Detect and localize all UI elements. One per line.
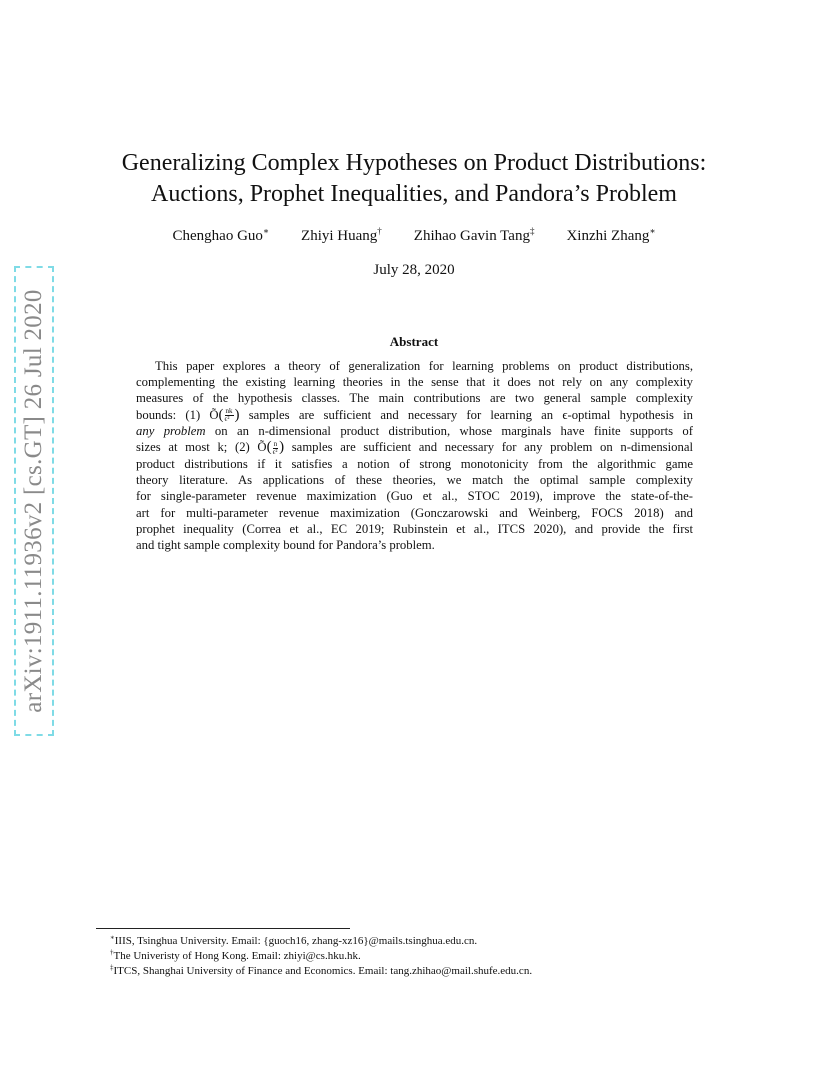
author-name: Xinzhi Zhang <box>566 228 650 244</box>
footnote-mark: ∗ <box>110 933 115 942</box>
author-mark: ‡ <box>529 226 535 236</box>
author <box>301 228 382 245</box>
footnotes <box>110 934 532 979</box>
footnote-text: IIIS, Tsinghua University. Email: {guoch16, zhang-xz16}@mails.tsinghua.edu.cn. <box>114 935 478 947</box>
footnote-text: The Univeristy of Hong Kong. Email: zhiyi@cs.hku.hk. <box>113 950 361 962</box>
footnote-mark: ‡ <box>110 963 114 972</box>
author-name: Zhihao Gavin Tang <box>413 228 530 244</box>
abstract-line <box>136 423 693 439</box>
publication-date: July 28, 2020 <box>373 262 455 278</box>
abstract-line: and tight sample complexity bound for Pandora’s problem. <box>136 537 435 552</box>
abstract-line: for single-parameter revenue maximization (Guo et al., STOC 2019), improve the state-of-the- <box>136 489 693 504</box>
author-mark: ∗ <box>262 226 270 236</box>
abstract-line: sizes at most k; (2) Õ( $\frac{n}{\text{ϵ²}}$ ) samples are sufficient and necessary for any problem on n-dimensional <box>136 439 693 456</box>
footnote <box>110 964 532 979</box>
abstract-line: theory literature. As applications of these theories, we match the optimal sample complexity <box>136 473 693 488</box>
author-mark: ∗ <box>649 226 656 236</box>
abstract-emphasis: any problem <box>136 424 206 439</box>
author-name: Chenghao Guo <box>172 228 263 244</box>
abstract-line: measures of the hypothesis classes. The main contributions are two general sample complexity <box>136 391 693 406</box>
author <box>414 228 535 245</box>
abstract-text: samples are sufficient and necessary for any problem on n-dimensional <box>284 440 693 455</box>
fraction-denominator: ϵ² <box>224 415 230 424</box>
fraction-numerator: nk <box>225 407 233 416</box>
footnote <box>110 934 532 949</box>
abstract-line: This paper explores a theory of generalization for learning problems on product distributions, <box>155 359 693 373</box>
footnote <box>110 949 532 964</box>
arxiv-stamp <box>14 266 54 736</box>
abstract-line: art for multi-parameter revenue maximization (Gonczarowski and Weinberg, FOCS 2018) and <box>136 505 693 520</box>
author-list <box>100 228 728 245</box>
fraction-denominator: ϵ² <box>272 447 278 456</box>
abstract-text: sizes at most k; (2) Õ <box>136 440 267 455</box>
author-name: Zhiyi Huang <box>301 228 378 244</box>
fraction <box>225 408 234 423</box>
abstract-text: samples are sufficient and necessary for learning an ϵ-optimal hypothesis in <box>239 407 693 422</box>
abstract-heading: Abstract <box>389 334 439 349</box>
fraction <box>273 441 279 456</box>
author <box>566 228 655 245</box>
abstract-line: product distributions if it satisfies a notion of strong monotonicity from the algorithmic game <box>136 456 693 471</box>
abstract-body <box>136 358 693 553</box>
title-line-2: Auctions, Prophet Inequalities, and Pandora’s Problem <box>151 181 677 207</box>
abstract-line: bounds: (1) Õ( $\frac{nk}{\text{ϵ²}}$ ) samples are sufficient and necessary for learning an ϵ-optimal hypothesis in <box>136 406 693 424</box>
footnote-mark: † <box>110 948 114 957</box>
fraction-numerator: n <box>273 439 278 448</box>
paper-title <box>100 148 728 210</box>
footnote-text: ITCS, Shanghai University of Finance and Economics. Email: tang.zhihao@mail.shufe.edu.cn. <box>113 965 533 977</box>
abstract-line: complementing the existing learning theories in the sense that it does not rely on any complexity <box>136 375 693 390</box>
abstract-line: prophet inequality (Correa et al., EC 2019; Rubinstein et al., ITCS 2020), and provide the first <box>136 521 693 536</box>
abstract-text: bounds: (1) Õ <box>136 407 219 422</box>
author-mark: † <box>377 226 382 236</box>
arxiv-identifier: arXiv:1911.11936v2 [cs.GT] 26 Jul 2020 <box>20 289 47 713</box>
footnote-divider <box>96 928 350 929</box>
title-line-1: Generalizing Complex Hypotheses on Product Distributions: <box>121 150 707 176</box>
abstract-text: on an n-dimensional product distribution, whose marginals have finite supports of <box>205 424 693 439</box>
author <box>173 228 270 245</box>
